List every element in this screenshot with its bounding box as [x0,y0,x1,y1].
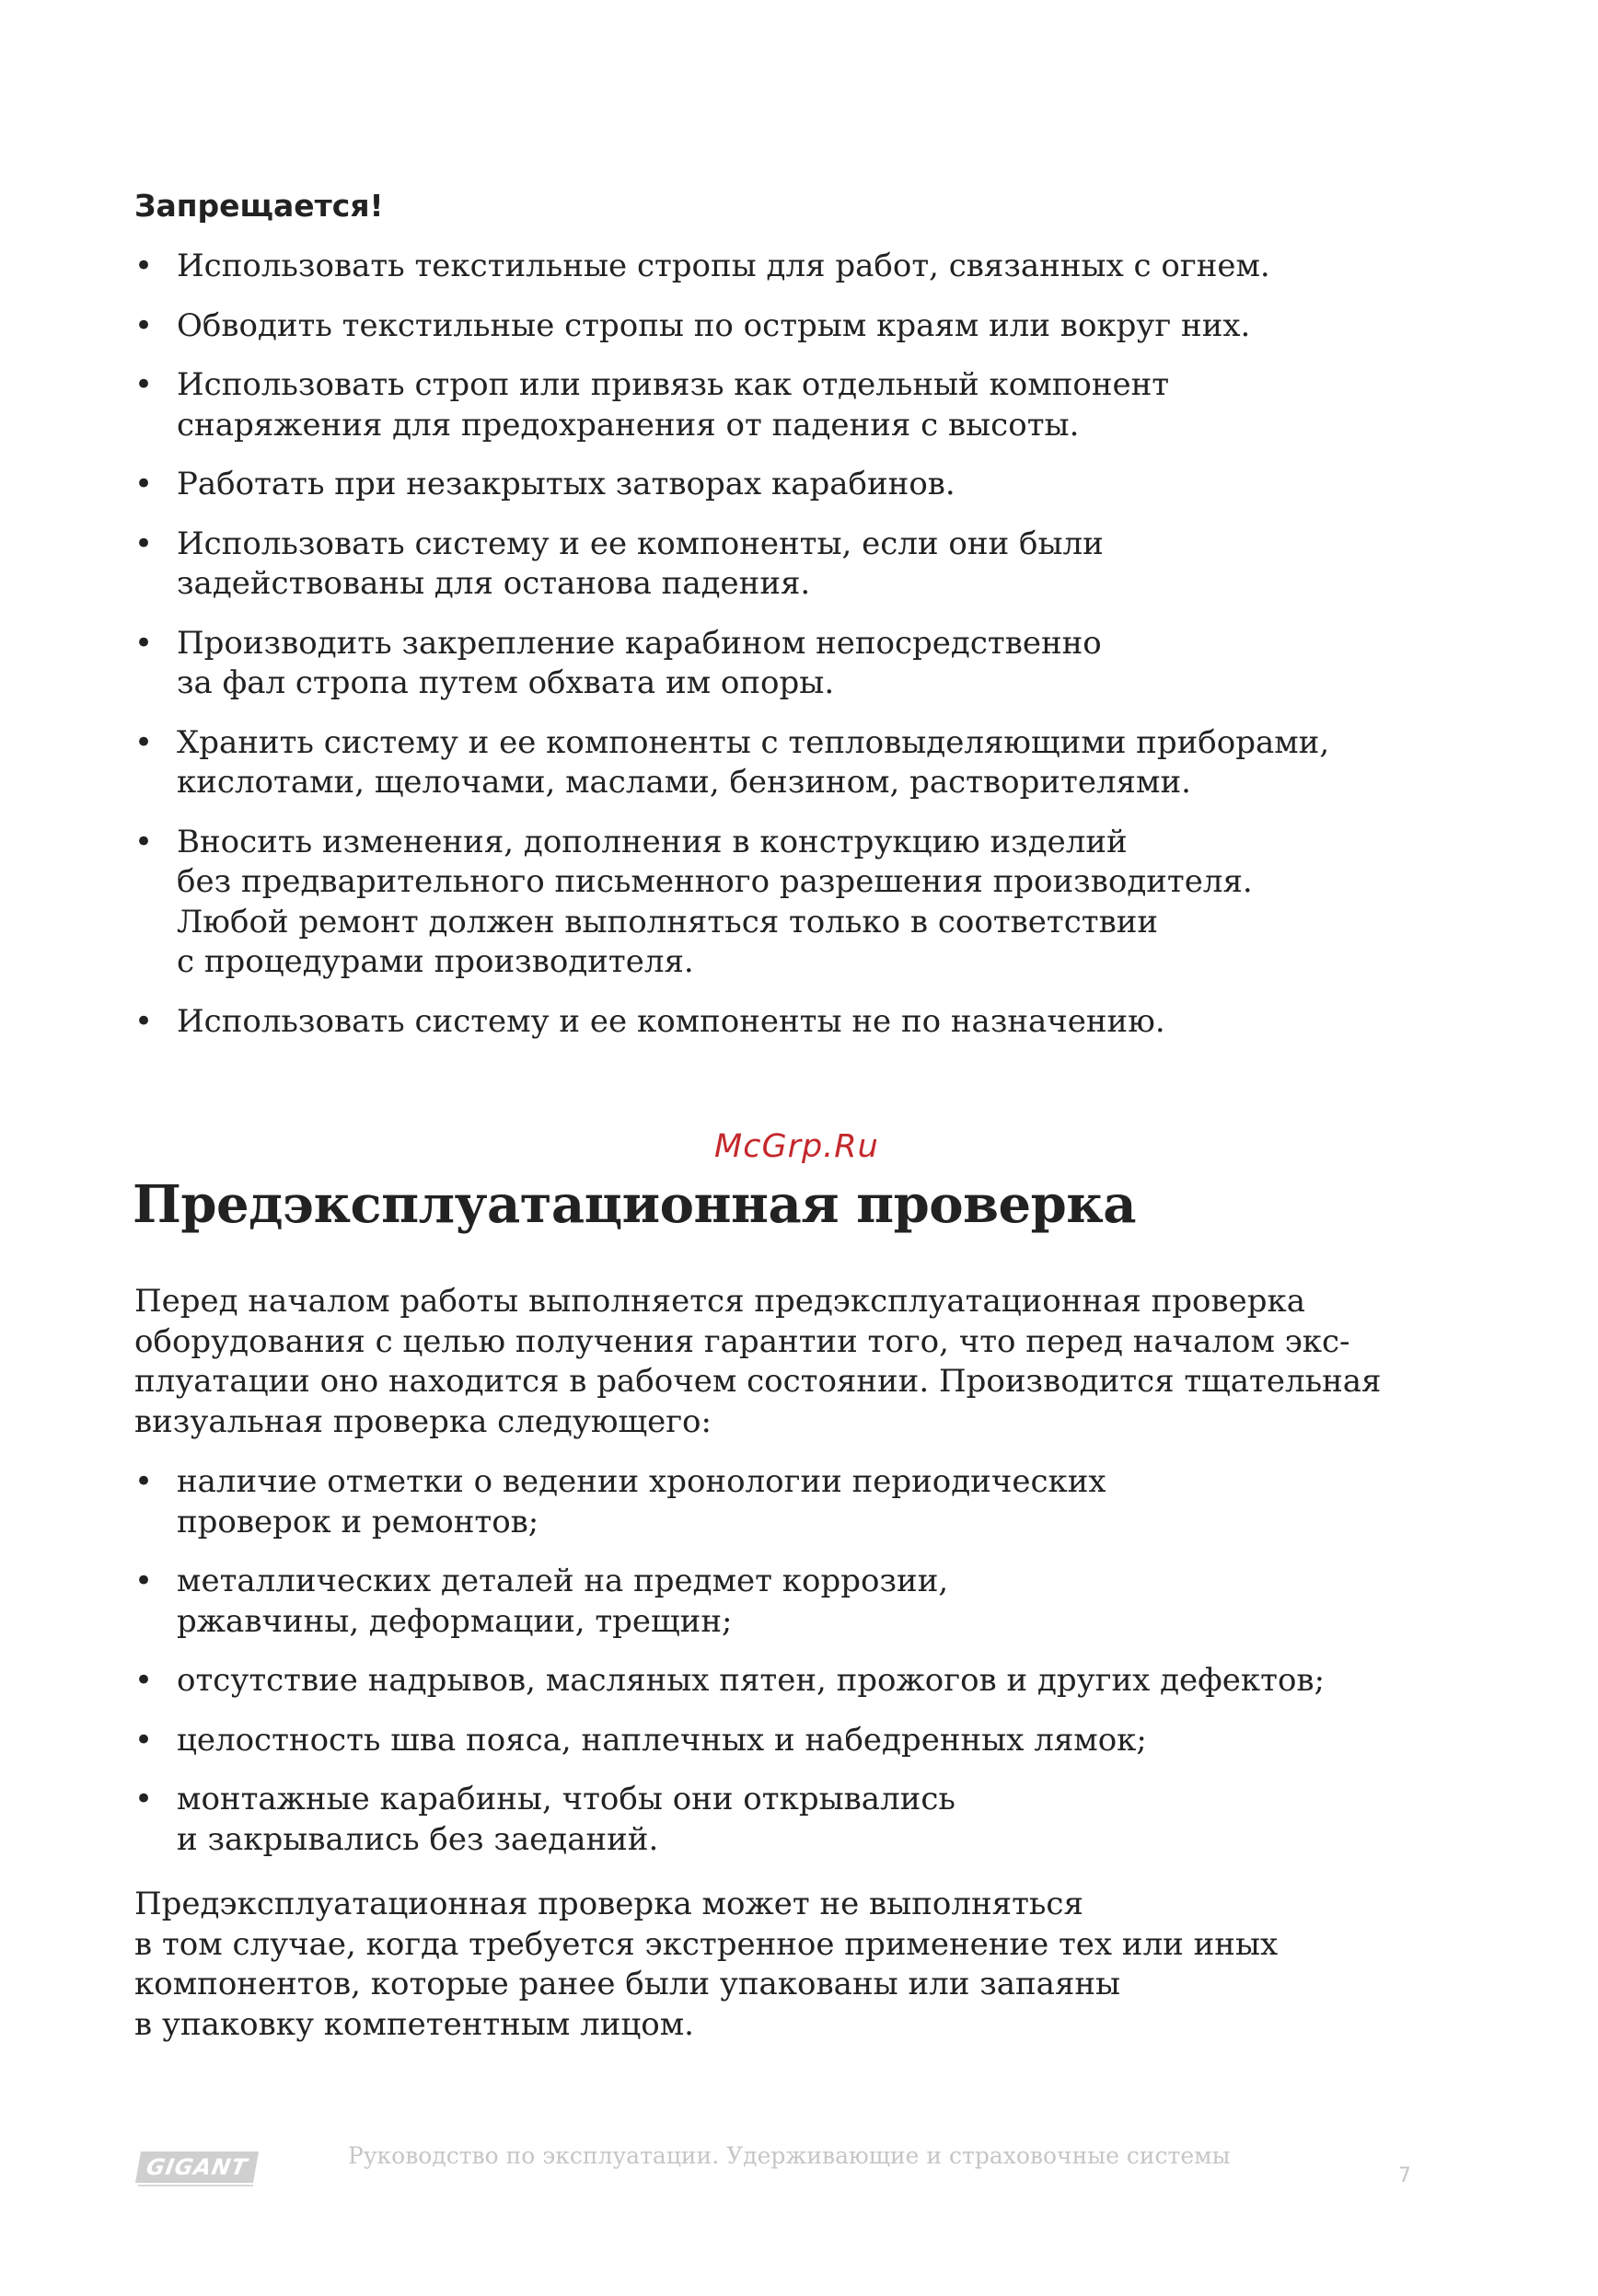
paragraph-line: визуальная проверка следующего: [134,1402,712,1440]
page-number: 7 [1398,2164,1411,2187]
list-item-line: с процедурами производителя. [177,943,694,980]
list-item-line: металлических деталей на предмет коррозии, [177,1563,949,1599]
list-item [134,365,1469,445]
forbidden-heading: Запрещается! [134,188,384,224]
paragraph-line: в том случае, когда требуется экстренное применение тех или иных [134,1925,1279,1963]
paragraph-line: оборудования с целью получения гарантии того, что перед началом экс- [134,1322,1350,1360]
list-item-line: Использовать строп или привязь как отдельный компонент [177,366,1170,403]
bullet-icon: • [134,624,154,662]
list-item [134,465,1469,505]
list-item-line: задействованы для останова падения. [177,565,811,602]
bullet-icon: • [134,1781,154,1817]
list-item [134,525,1469,605]
list-item-line: Производить закрепление карабином непосредственно [177,624,1102,662]
paragraph-line: Перед началом работы выполняется предэксплуатационная проверка [134,1283,1306,1320]
list-item-line: отсутствие надрывов, масляных пятен, прожогов и других дефектов; [177,1662,1326,1699]
outro-paragraph [134,1885,1278,2045]
list-item-line: кислотами, щелочами, маслами, бензином, растворителями. [177,764,1191,801]
logo-underline [138,2185,253,2186]
bullet-icon: • [134,1563,154,1599]
list-item-line: Использовать систему и ее компоненты не по назначению. [177,1002,1165,1040]
list-item-line: Хранить систему и ее компоненты с тепловыделяющими приборами, [177,723,1330,761]
list-item-line: за фал стропа путем обхвата им опоры. [177,664,835,701]
list-item [134,723,1469,803]
paragraph-line: плуатации оно находится в рабочем состоянии. Производится тщательная [134,1363,1382,1400]
forbidden-list [134,247,1469,1061]
list-item [134,1562,1325,1642]
checks-list [134,1462,1325,1879]
bullet-icon: • [134,466,154,502]
list-item [134,247,1469,287]
list-item [134,306,1469,347]
list-item [134,1661,1325,1702]
bullet-icon: • [134,1721,154,1759]
bullet-icon: • [134,525,154,562]
list-item-line: ржавчины, деформации, трещин; [177,1602,733,1640]
list-item [134,624,1469,704]
bullet-icon: • [134,306,154,344]
list-item-line: без предварительного письменного разрешения производителя. [177,863,1253,900]
bullet-icon: • [134,723,154,761]
paragraph-line: компонентов, которые ранее были упакованы или запаяны [134,1966,1121,2002]
section-title: Предэксплуатационная проверка [133,1174,1137,1235]
list-item [134,1002,1469,1043]
list-item-line: наличие отметки о ведении хронологии периодических [177,1463,1106,1500]
watermark-link[interactable]: McGrp.Ru [714,1128,879,1165]
bullet-icon: • [134,1662,154,1699]
list-item-line: Использовать текстильные стропы для работ, связанных с огнем. [177,248,1270,284]
logo-text: GIGANT [144,2154,250,2180]
list-item-line: Вносить изменения, дополнения в конструкцию изделий [177,823,1128,860]
intro-paragraph [134,1282,1381,1442]
list-item-line: Любой ремонт должен выполняться только в соответствии [177,903,1159,940]
list-item-line: монтажные карабины, чтобы они открывались [177,1781,955,1817]
list-item-line: Работать при незакрытых затворах карабинов. [177,466,955,502]
list-item-line: Обводить текстильные стропы по острым краям или вокруг них. [177,306,1251,344]
bullet-icon: • [134,1463,154,1500]
bullet-icon: • [134,1002,154,1040]
list-item [134,1462,1325,1542]
list-item-line: и закрывались без заеданий. [177,1820,659,1858]
footer-text: Руководство по эксплуатации. Удерживающие и страховочные системы [348,2142,1231,2169]
list-item-line: снаряжения для предохранения от падения с высоты. [177,406,1080,444]
list-item [134,1721,1325,1761]
gigant-logo [135,2152,259,2183]
bullet-icon: • [134,366,154,403]
list-item-line: целостность шва пояса, наплечных и набедренных лямок; [177,1721,1147,1759]
list-item-line: проверок и ремонтов; [177,1503,539,1540]
bullet-icon: • [134,248,154,284]
list-item [134,823,1469,983]
list-item [134,1780,1325,1860]
list-item-line: Использовать систему и ее компоненты, если они были [177,525,1104,562]
bullet-icon: • [134,823,154,860]
paragraph-line: Предэксплуатационная проверка может не выполняться [134,1886,1083,1922]
paragraph-line: в упаковку компетентным лицом. [134,2005,694,2043]
